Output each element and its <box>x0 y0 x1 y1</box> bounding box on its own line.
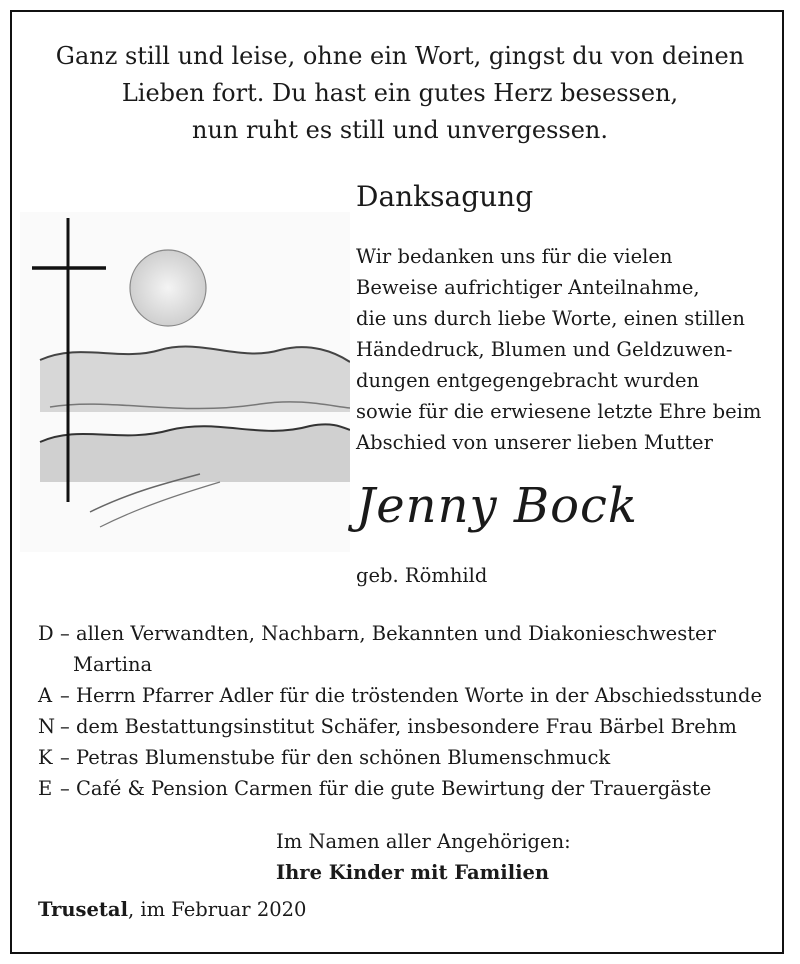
thanks-text <box>356 241 761 458</box>
verse-line-1: Ganz still und leise, ohne ein Wort, gingst du von deinen <box>55 42 745 70</box>
thanks-line: Abschied von unserer lieben Mutter <box>356 431 713 454</box>
list-item-text: Martina <box>73 653 153 676</box>
list-item <box>38 773 762 804</box>
signature-intro: Im Namen aller Angehörigen: <box>276 830 571 853</box>
deceased-name: Jenny Bock <box>356 478 638 534</box>
place-town: Trusetal <box>38 898 128 921</box>
list-item <box>38 649 762 680</box>
list-item-text: – dem Bestattungsinstitut Schäfer, insbesondere Frau Bärbel Brehm <box>60 715 737 738</box>
list-item <box>38 742 762 773</box>
thanks-line: Wir bedanken uns für die vielen <box>356 245 673 268</box>
acrostic-letter: E <box>38 777 53 800</box>
list-item-text: – Petras Blumenstube für den schönen Blumenschmuck <box>60 746 611 769</box>
signature-family: Ihre Kinder mit Familien <box>276 861 550 884</box>
thanks-line: Händedruck, Blumen und Geldzuwen- <box>356 338 733 361</box>
list-item <box>38 711 762 742</box>
list-item-text: – allen Verwandten, Nachbarn, Bekannten und Diakonieschwester <box>60 622 716 645</box>
acrostic-letter: A <box>38 684 53 707</box>
thanks-line: dungen entgegengebracht wurden <box>356 369 700 392</box>
list-item <box>38 618 762 649</box>
acrostic-letter: N <box>38 715 56 738</box>
acrostic-letter: D <box>38 622 54 645</box>
place-date <box>38 898 306 921</box>
thanks-line: die uns durch liebe Worte, einen stillen <box>356 307 745 330</box>
signature-block <box>276 826 571 888</box>
list-item-text: – Café & Pension Carmen für die gute Bewirtung der Trauergäste <box>60 777 712 800</box>
memorial-verse <box>0 38 800 149</box>
cross-landscape-illustration <box>20 212 350 552</box>
birth-name: geb. Römhild <box>356 564 488 587</box>
verse-line-2: Lieben fort. Du hast ein gutes Herz besessen, <box>121 79 679 107</box>
verse-line-3: nun ruht es still und unvergessen. <box>192 116 608 144</box>
list-item-text: – Herrn Pfarrer Adler für die tröstenden Worte in der Abschiedsstunde <box>60 684 762 707</box>
thanks-line: sowie für die erwiesene letzte Ehre beim <box>356 400 762 423</box>
heading-danksagung: Danksagung <box>356 180 534 213</box>
acrostic-thanks-list <box>38 618 762 804</box>
list-item <box>38 680 762 711</box>
sun-shape <box>130 250 206 326</box>
place-date-text: , im Februar 2020 <box>127 898 307 921</box>
thanks-line: Beweise aufrichtiger Anteilnahme, <box>356 276 700 299</box>
acrostic-letter: K <box>38 746 53 769</box>
